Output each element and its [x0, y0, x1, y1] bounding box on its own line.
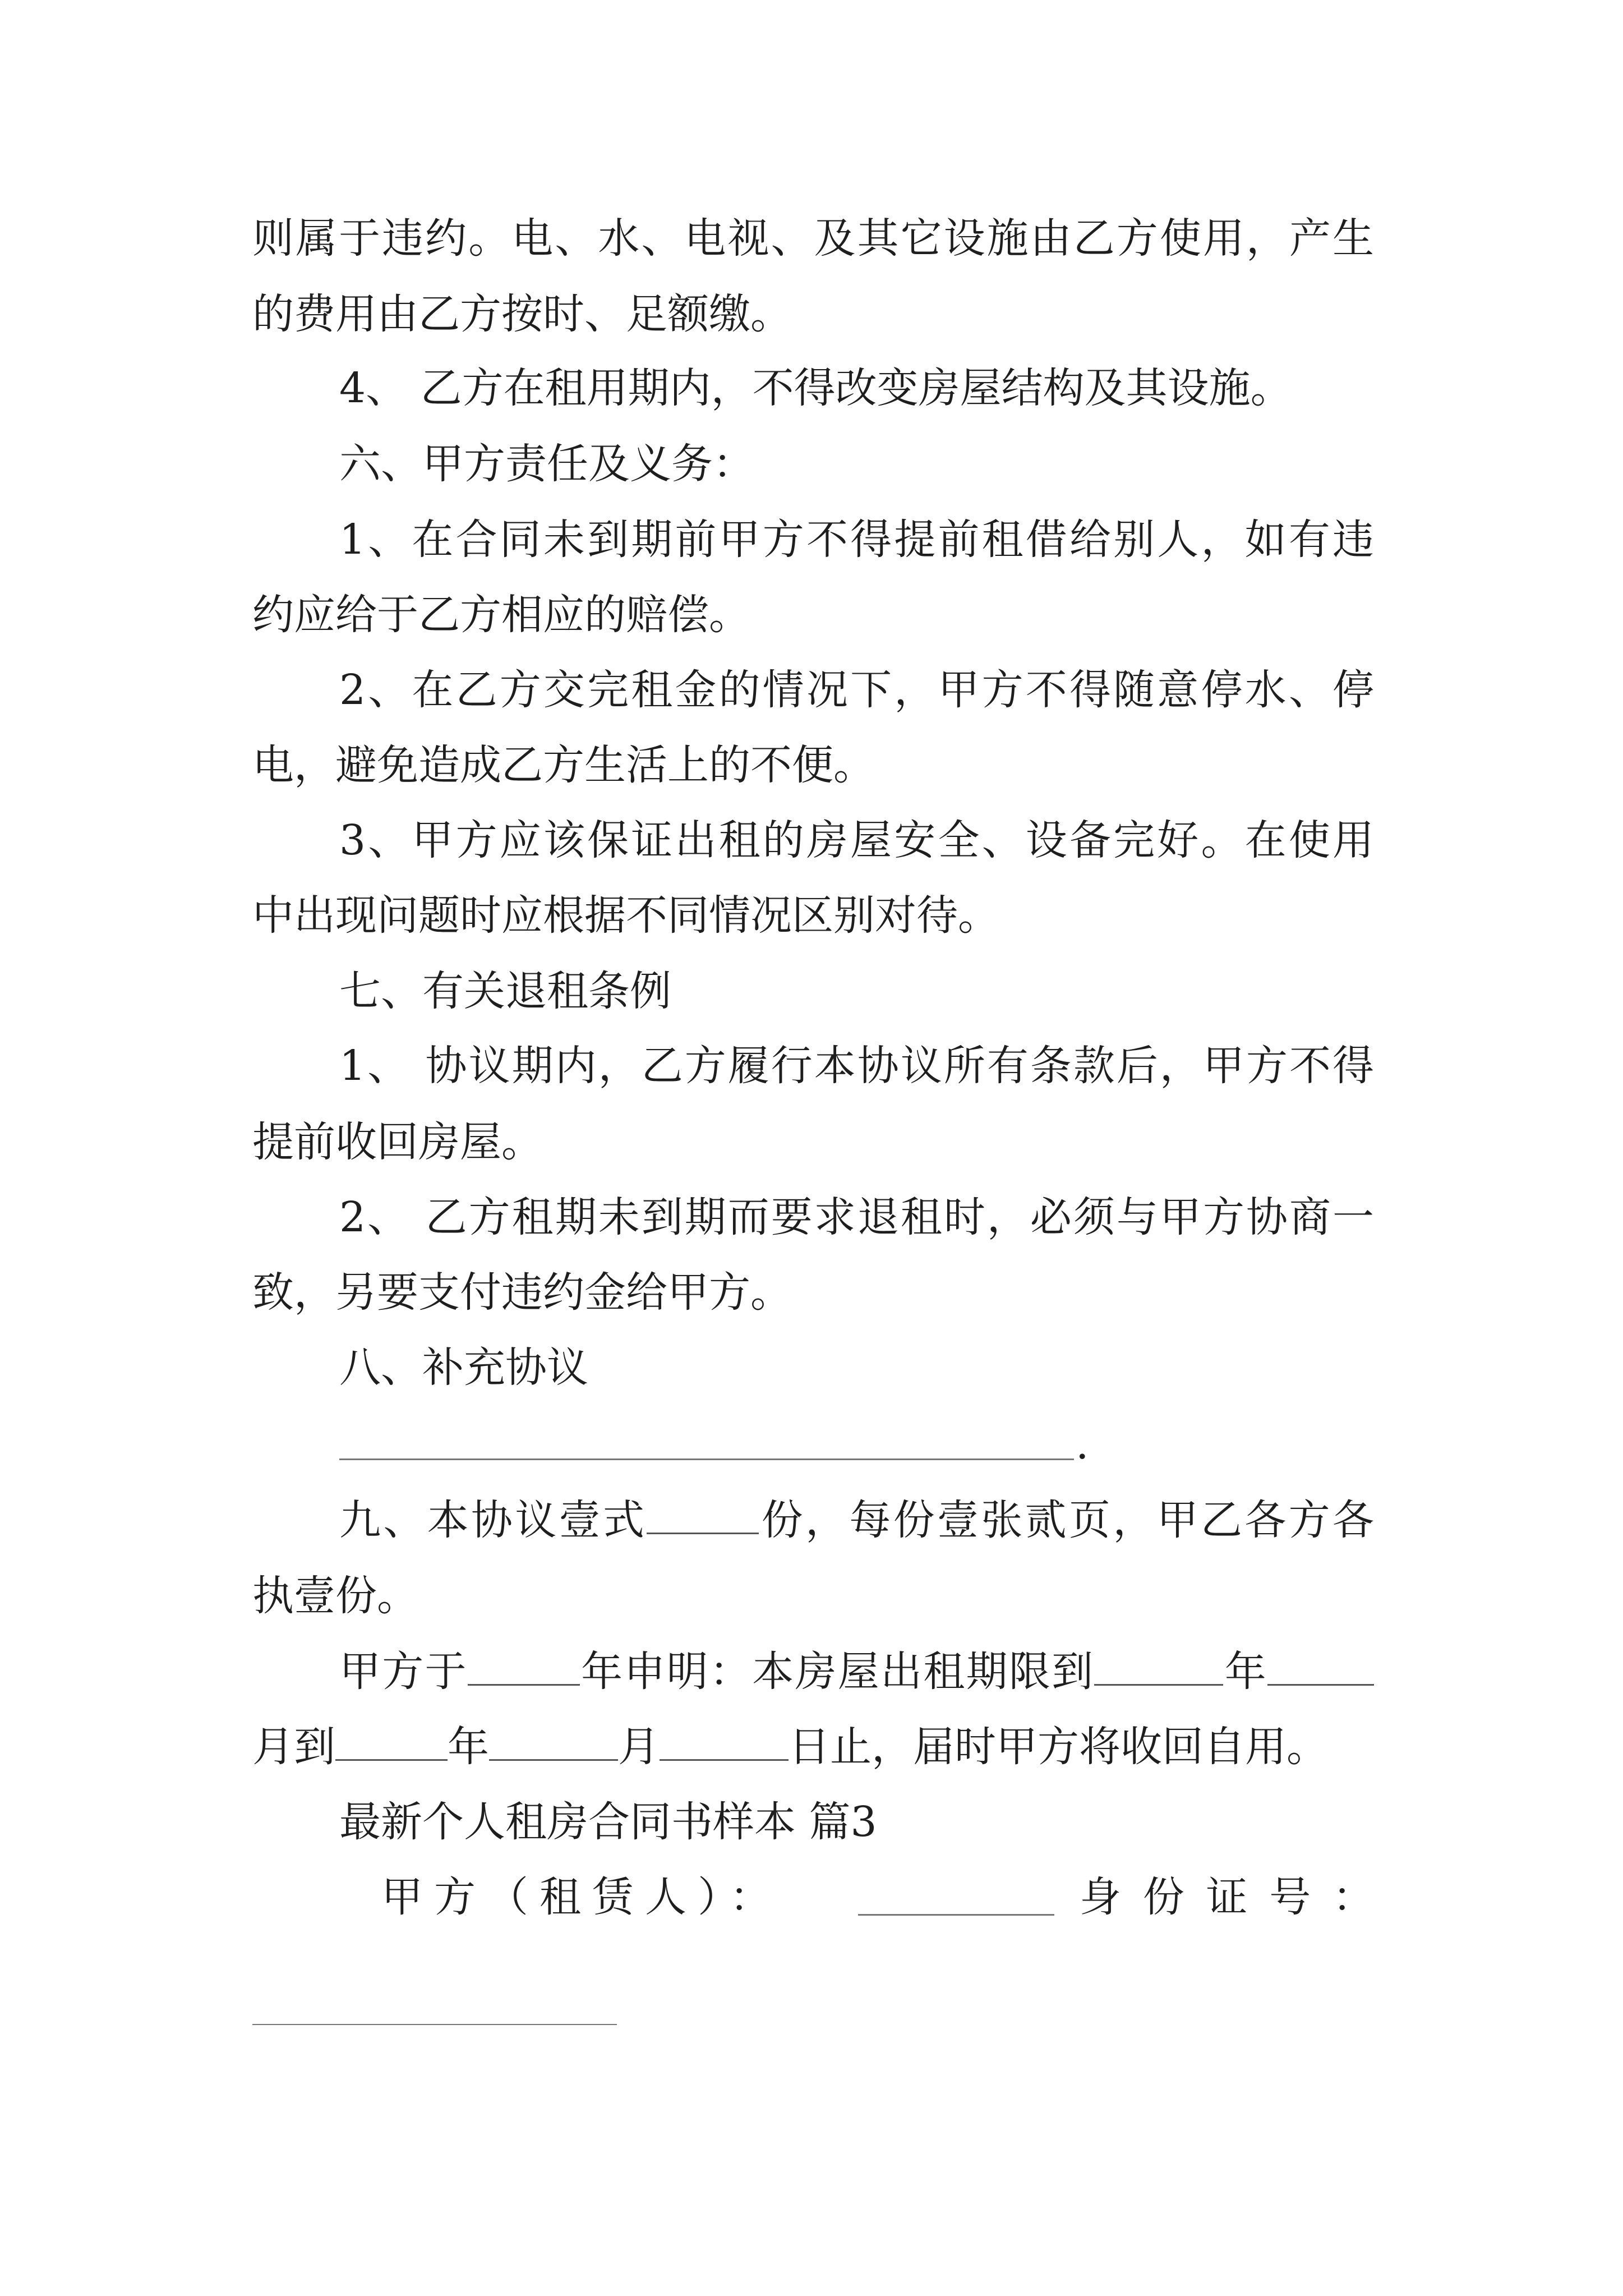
paragraph-line: 中出现问题时应根据不同情况区别对待。 [252, 891, 999, 940]
year-blank [1094, 1645, 1223, 1686]
supplement-end-mark: . [1076, 1420, 1089, 1469]
month-blank [1267, 1645, 1374, 1686]
clause-nine-line [339, 1492, 1374, 1548]
clause-line: 3、甲方应该保证出租的房屋安全、设备完好。在使用 [339, 816, 1374, 864]
paragraph-line: 提前收回房屋。 [252, 1118, 543, 1166]
declaration-text: 年 [1223, 1648, 1268, 1696]
id-number-blank [252, 2024, 617, 2025]
declaration-text: 月 [618, 1723, 660, 1771]
id-number-label: 身份证号： [1080, 1873, 1374, 1921]
paragraph-line: 致，另要支付违约金给甲方。 [252, 1268, 792, 1317]
declaration-text: 年 [448, 1723, 489, 1771]
paragraph-line: 电，避免造成乙方生活上的不便。 [252, 741, 875, 789]
declaration-text: 月到 [252, 1723, 335, 1771]
paragraph-line: 执壹份。 [252, 1572, 418, 1620]
section-heading-7: 七、有关退租条例 [339, 967, 671, 1015]
party-a-label: 甲方（租赁人）： [381, 1873, 782, 1921]
clause-line: 1、 协议期内，乙方履行本协议所有条款后，甲方不得 [339, 1042, 1374, 1090]
party-a-name-blank [858, 1914, 1054, 1916]
day-blank [660, 1720, 789, 1761]
paragraph-line: 的费用由乙方按时、足额缴。 [252, 290, 792, 338]
declaration-line-2 [252, 1719, 1374, 1775]
clause-line: 4、 乙方在租用期内，不得改变房屋结构及其设施。 [339, 364, 1292, 412]
clause-nine-text-2: 份，每份壹张贰页，甲乙各方各 [759, 1496, 1375, 1544]
paragraph-line: 约应给于乙方相应的赔偿。 [252, 591, 750, 639]
section-heading-6: 六、甲方责任及义务： [339, 440, 754, 488]
declaration-text: 甲方于 [339, 1648, 468, 1696]
supplement-blank-line [339, 1458, 1074, 1460]
article-3-heading: 最新个人租房合同书样本 篇3 [339, 1798, 877, 1846]
clause-nine-text-1: 九、本协议壹式 [339, 1496, 647, 1544]
copies-blank [647, 1493, 759, 1534]
year-blank [468, 1645, 580, 1686]
declaration-line-1 [339, 1644, 1374, 1700]
clause-line: 1、在合同未到期前甲方不得提前租借给别人，如有违 [339, 516, 1374, 564]
declaration-text: 日止，届时甲方将收回自用。 [789, 1723, 1328, 1771]
section-heading-8: 八、补充协议 [339, 1343, 588, 1392]
clause-line: 2、在乙方交完租金的情况下，甲方不得随意停水、停 [339, 666, 1374, 714]
year-blank [335, 1720, 448, 1761]
month-blank [489, 1720, 618, 1761]
clause-line: 2、 乙方租期未到期而要求退租时，必须与甲方协商一 [339, 1193, 1374, 1241]
declaration-text: 年申明：本房屋出租期限到 [579, 1648, 1095, 1696]
paragraph-line: 则属于违约。电、水、电视、及其它设施由乙方使用，产生 [252, 214, 1374, 263]
